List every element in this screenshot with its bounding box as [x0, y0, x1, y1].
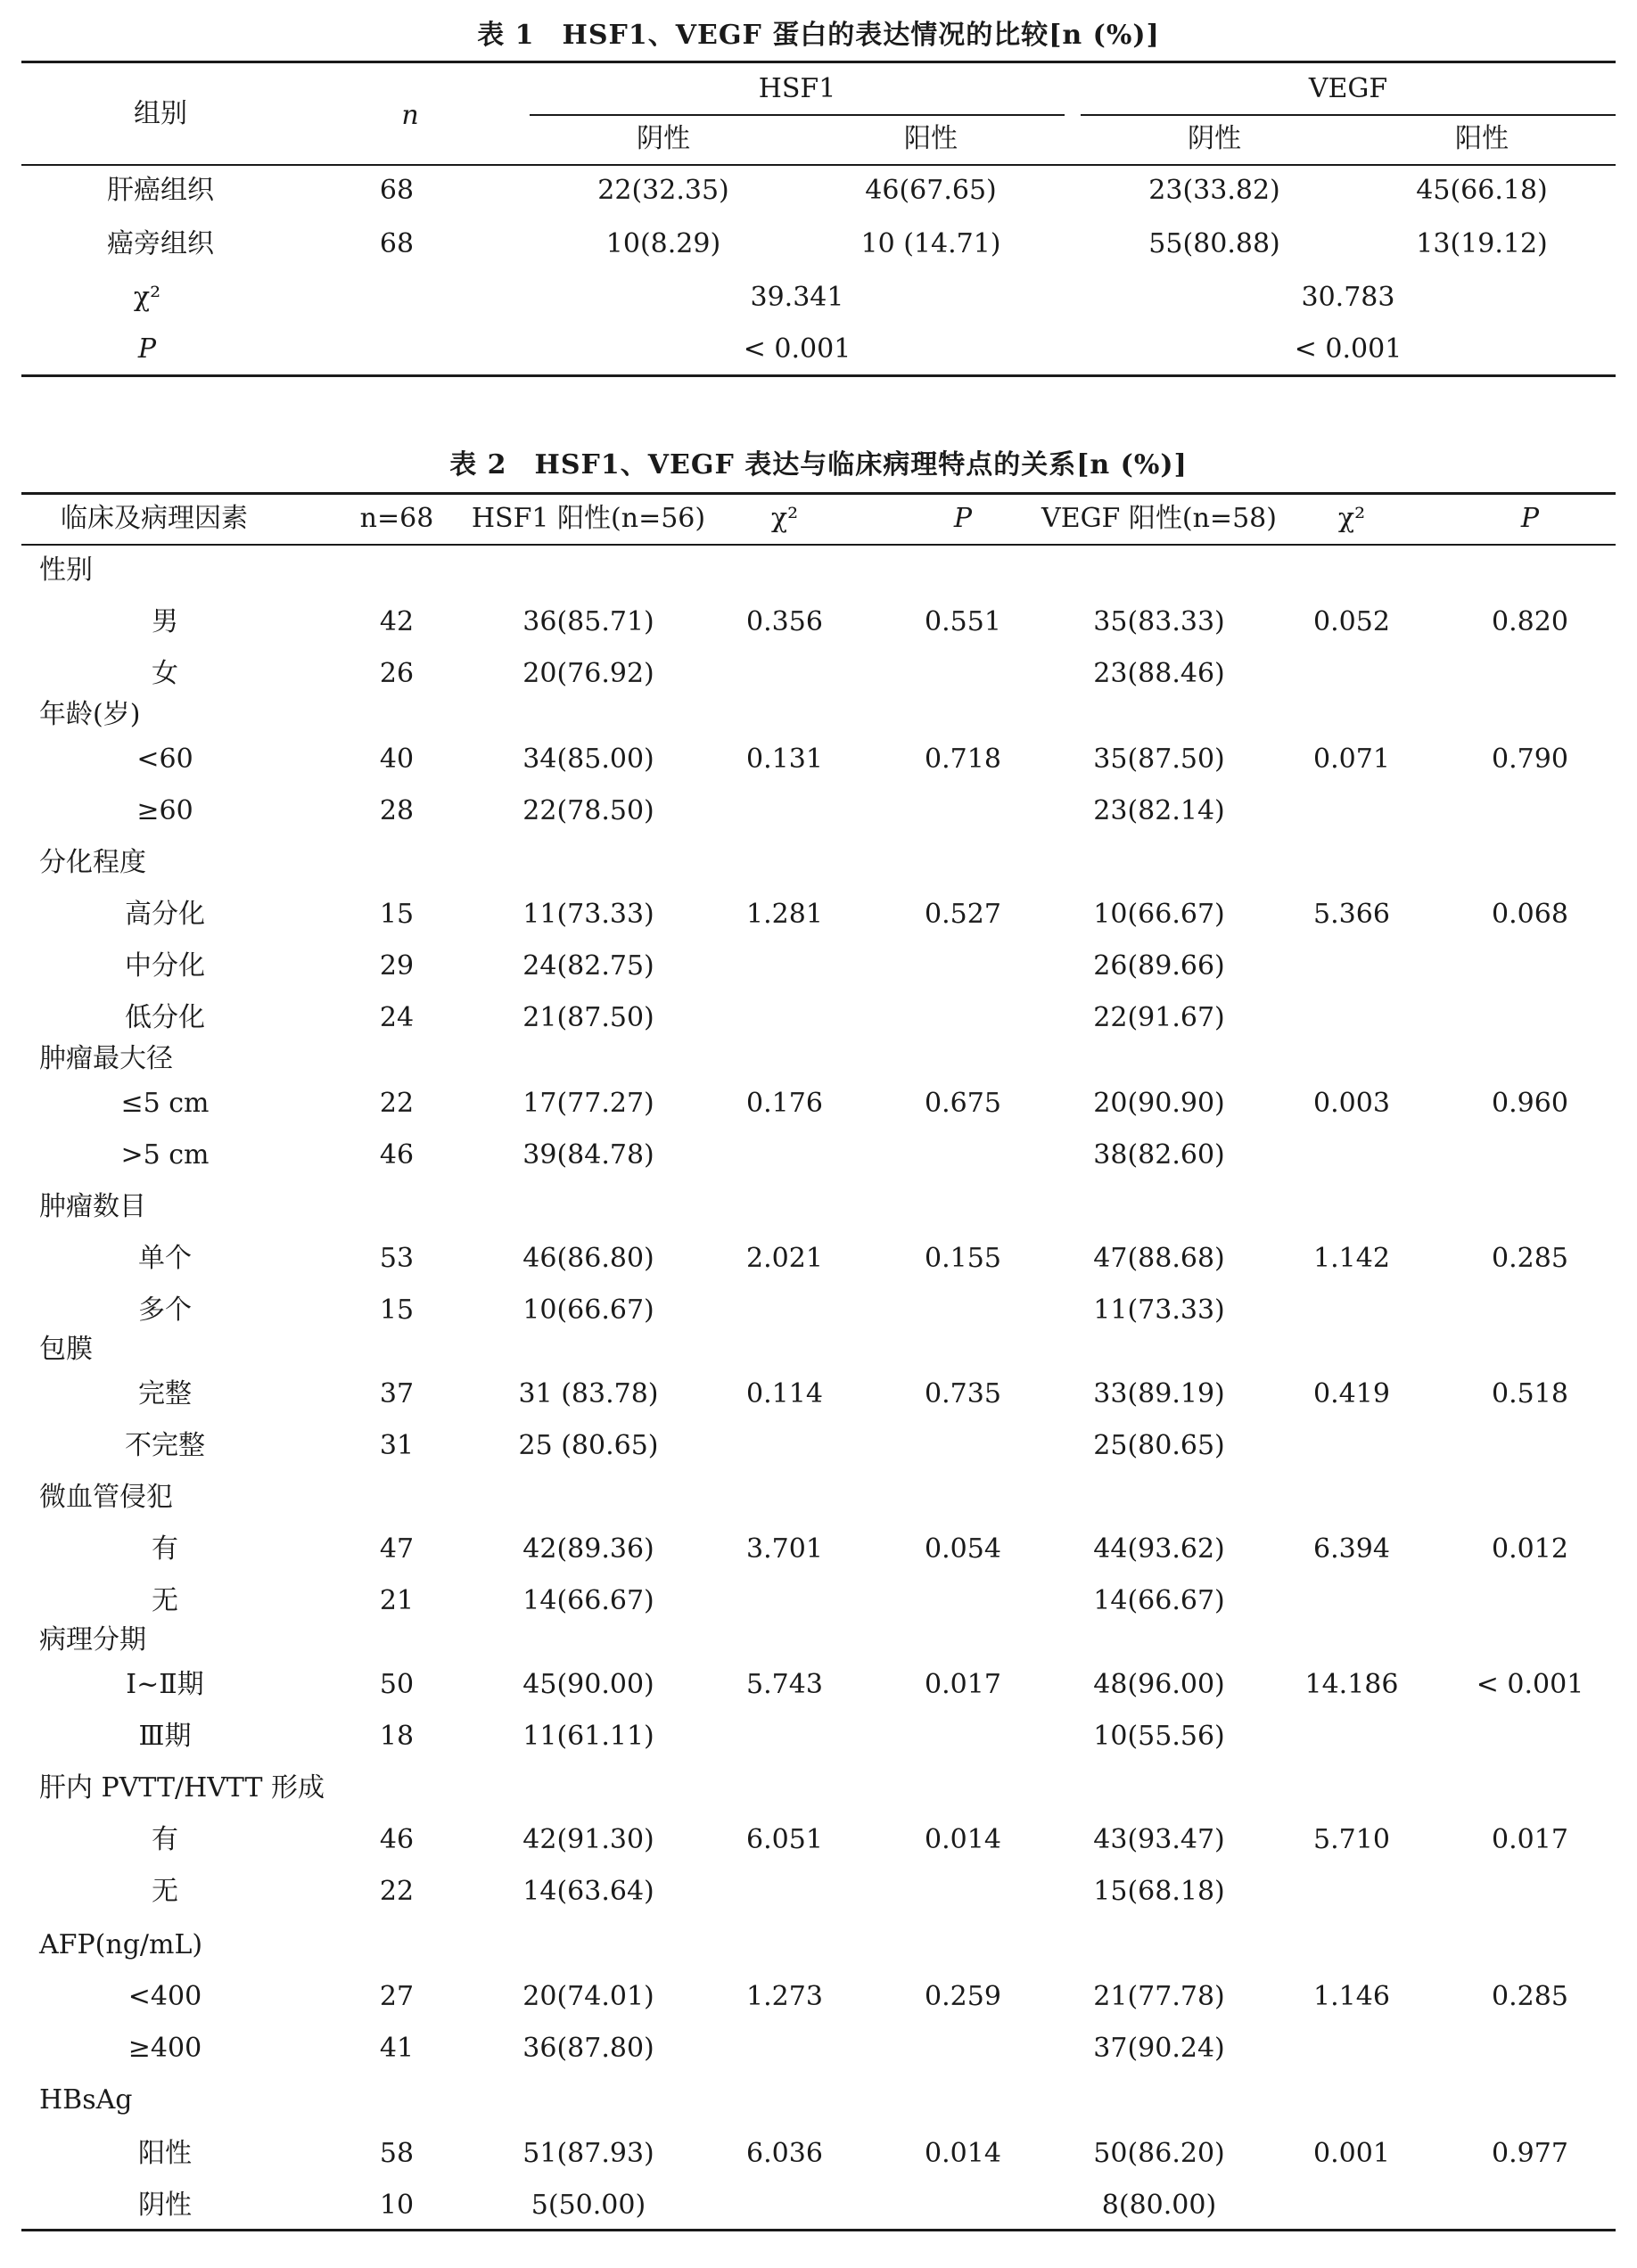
table2-cell-hsf1: 31 (83.78): [518, 1378, 659, 1409]
table2-header-hsf1: HSF1 阳性(n=56): [471, 503, 706, 534]
table2-row-label: 有: [152, 1533, 178, 1565]
table2-header-rule: [21, 544, 1616, 546]
table2-group-label: 肿瘤最大径: [39, 1043, 173, 1074]
table2-header-n: n=68: [359, 503, 434, 534]
table1-header-vegf: VEGF: [1308, 73, 1388, 104]
table2-cell-p1: 0.054: [925, 1533, 1001, 1565]
table1-row-vegf-neg: 23(33.82): [1148, 175, 1280, 206]
table2-cell-vegf: 43(93.47): [1093, 1824, 1225, 1855]
table2-cell-chi1: 0.131: [746, 744, 823, 775]
table2-group-label: 性别: [39, 555, 93, 586]
table2-group-label: AFP(ng/mL): [39, 1929, 203, 1960]
table2-row-label: 阴性: [138, 2190, 192, 2221]
table1-hsf1-span-rule: [530, 114, 1065, 116]
table2-cell-chi2: 6.394: [1313, 1533, 1390, 1565]
table2-cell-vegf: 48(96.00): [1093, 1669, 1225, 1700]
table2-cell-vegf: 8(80.00): [1101, 2190, 1217, 2221]
table2-cell-n: 27: [379, 1981, 415, 2012]
table1-header-group: 组别: [134, 98, 187, 129]
table2-row-label: <400: [128, 1981, 202, 2012]
table2-group-label: 年龄(岁): [39, 699, 141, 730]
table1-row-hsf1-pos: 46(67.65): [865, 175, 997, 206]
table2-row-label: 完整: [138, 1378, 192, 1409]
table2-row-label: ≥400: [128, 2033, 202, 2064]
table2-cell-chi1: 2.021: [746, 1243, 823, 1274]
table1-row-vegf-pos: 45(66.18): [1416, 175, 1548, 206]
table2-row-label: 单个: [138, 1243, 192, 1274]
table2-cell-n: 22: [379, 1088, 415, 1119]
table2-cell-chi2: 1.146: [1313, 1981, 1390, 2012]
table2-cell-p2: 0.977: [1492, 2138, 1568, 2169]
table2-cell-n: 10: [379, 2190, 415, 2221]
table1-bottom-rule: [21, 374, 1616, 377]
table2-cell-n: 37: [379, 1378, 415, 1409]
table2-bottom-rule: [21, 2229, 1616, 2231]
table2-cell-p1: 0.551: [925, 606, 1001, 637]
table2-cell-chi2: 0.071: [1313, 744, 1390, 775]
table2-cell-p1: 0.014: [925, 2138, 1001, 2169]
table2-group-label: HBsAg: [39, 2084, 133, 2116]
table2-row-label: <60: [136, 744, 193, 775]
table1-row-hsf1-neg: 10(8.29): [605, 228, 721, 259]
table2-cell-p1: 0.718: [925, 744, 1001, 775]
table2-row-label: Ⅲ期: [138, 1721, 192, 1752]
table1-header-vegf-neg: 阴性: [1188, 123, 1241, 154]
table2-cell-chi1: 1.281: [746, 899, 823, 930]
table2-cell-p1: 0.675: [925, 1088, 1001, 1119]
table2-row-label: 女: [152, 658, 178, 689]
table2-cell-n: 47: [379, 1533, 415, 1565]
table2-row-label: 高分化: [125, 899, 205, 930]
table2-cell-vegf: 25(80.65): [1093, 1430, 1225, 1461]
table2-cell-hsf1: 39(84.78): [522, 1139, 654, 1171]
table2-cell-hsf1: 36(87.80): [522, 2033, 654, 2064]
table2-cell-n: 46: [379, 1824, 415, 1855]
table2-cell-chi2: 5.710: [1313, 1824, 1390, 1855]
table2-cell-chi2: 1.142: [1313, 1243, 1390, 1274]
table2-cell-vegf: 11(73.33): [1093, 1294, 1225, 1326]
table2-cell-p1: 0.014: [925, 1824, 1001, 1855]
table2-cell-vegf: 10(66.67): [1093, 899, 1225, 930]
table2-cell-n: 24: [379, 1002, 415, 1033]
table2-cell-n: 31: [379, 1430, 415, 1461]
table2-cell-vegf: 50(86.20): [1093, 2138, 1225, 2169]
table2-top-rule: [21, 492, 1616, 495]
table2-cell-p1: 0.017: [925, 1669, 1001, 1700]
table2-cell-n: 26: [379, 658, 415, 689]
table2-row-label: 有: [152, 1824, 178, 1855]
table2-cell-n: 53: [379, 1243, 415, 1274]
table1-caption: 表 1 HSF1、VEGF 蛋白的表达情况的比较[n (%)]: [477, 20, 1160, 51]
table2-cell-hsf1: 42(89.36): [522, 1533, 654, 1565]
table2-cell-p1: 0.735: [925, 1378, 1001, 1409]
table2-cell-n: 21: [379, 1585, 415, 1616]
table1-chi-hsf1: 39.341: [750, 282, 844, 313]
table2-cell-hsf1: 11(73.33): [522, 899, 654, 930]
table1-chi-vegf: 30.783: [1301, 282, 1395, 313]
table2-cell-vegf: 22(91.67): [1093, 1002, 1225, 1033]
table2-cell-vegf: 10(55.56): [1093, 1721, 1225, 1752]
table2-cell-p2: 0.518: [1492, 1378, 1568, 1409]
table2-row-label: 阳性: [138, 2138, 192, 2169]
table1-p-label: P: [137, 333, 157, 365]
table2-row-label: 无: [152, 1876, 178, 1907]
table2-cell-n: 40: [379, 744, 415, 775]
table2-cell-hsf1: 22(78.50): [522, 795, 654, 826]
table2-cell-chi1: 3.701: [746, 1533, 823, 1565]
table2-cell-p1: 0.527: [925, 899, 1001, 930]
table2-header-factor: 临床及病理因素: [61, 503, 248, 534]
table2-cell-hsf1: 34(85.00): [522, 744, 654, 775]
table2-group-label: 微血管侵犯: [39, 1482, 173, 1513]
table1-row-vegf-pos: 13(19.12): [1416, 228, 1548, 259]
table2-cell-p2: 0.960: [1492, 1088, 1568, 1119]
table2-cell-hsf1: 24(82.75): [522, 950, 654, 982]
table1-header-hsf1-neg: 阴性: [637, 123, 690, 154]
table2-header-p2: P: [1520, 503, 1540, 534]
table1-row-n: 68: [379, 228, 415, 259]
table2-cell-n: 58: [379, 2138, 415, 2169]
table2-cell-vegf: 35(83.33): [1093, 606, 1225, 637]
table2-cell-vegf: 23(88.46): [1093, 658, 1225, 689]
table2-cell-n: 29: [379, 950, 415, 982]
table2-header-chi2: χ²: [1337, 503, 1366, 534]
table1-header-rule: [21, 164, 1616, 166]
table2-cell-chi2: 14.186: [1304, 1669, 1399, 1700]
table2-row-label: 不完整: [125, 1430, 205, 1461]
table2-row-label: 无: [152, 1585, 178, 1616]
table2-cell-p2: 0.012: [1492, 1533, 1568, 1565]
table2-row-label: ≥60: [136, 795, 193, 826]
table2-row-label: >5 cm: [120, 1139, 210, 1171]
table2-cell-hsf1: 17(77.27): [522, 1088, 654, 1119]
table2-cell-vegf: 21(77.78): [1093, 1981, 1225, 2012]
table1-header-hsf1-pos: 阳性: [904, 123, 958, 154]
table2-cell-p2: 0.017: [1492, 1824, 1568, 1855]
table2-cell-vegf: 47(88.68): [1093, 1243, 1225, 1274]
table2-cell-hsf1: 11(61.11): [522, 1721, 654, 1752]
table1-row-label: 肝癌组织: [107, 175, 214, 206]
table2-cell-hsf1: 10(66.67): [522, 1294, 654, 1326]
table1-header-hsf1: HSF1: [758, 73, 836, 104]
table2-cell-hsf1: 45(90.00): [522, 1669, 654, 1700]
table2-cell-p2: 0.790: [1492, 744, 1568, 775]
table2-cell-hsf1: 25 (80.65): [518, 1430, 659, 1461]
table2-cell-chi2: 0.419: [1313, 1378, 1390, 1409]
table1-row-label: 癌旁组织: [107, 228, 214, 259]
table2-group-label: 肝内 PVTT/HVTT 形成: [39, 1772, 325, 1804]
table2-cell-n: 15: [379, 899, 415, 930]
table2-cell-hsf1: 51(87.93): [522, 2138, 654, 2169]
table2-cell-vegf: 15(68.18): [1093, 1876, 1225, 1907]
table2-cell-hsf1: 20(76.92): [522, 658, 654, 689]
table2-cell-vegf: 26(89.66): [1093, 950, 1225, 982]
table2-group-label: 分化程度: [39, 847, 146, 878]
table2-cell-chi2: 5.366: [1313, 899, 1390, 930]
table2-cell-n: 42: [379, 606, 415, 637]
table2-cell-hsf1: 14(63.64): [522, 1876, 654, 1907]
table2-cell-vegf: 38(82.60): [1093, 1139, 1225, 1171]
table2-cell-chi2: 0.001: [1313, 2138, 1390, 2169]
table2-cell-chi1: 5.743: [746, 1669, 823, 1700]
table2-cell-vegf: 35(87.50): [1093, 744, 1225, 775]
table1-top-rule: [21, 61, 1616, 63]
table2-cell-p1: 0.259: [925, 1981, 1001, 2012]
table1-vegf-span-rule: [1081, 114, 1616, 116]
table2-cell-chi1: 0.176: [746, 1088, 823, 1119]
table1-row-hsf1-neg: 22(32.35): [597, 175, 729, 206]
table2-cell-vegf: 20(90.90): [1093, 1088, 1225, 1119]
table2-cell-hsf1: 21(87.50): [522, 1002, 654, 1033]
table2-row-label: 中分化: [125, 950, 205, 982]
table2-cell-hsf1: 46(86.80): [522, 1243, 654, 1274]
table1-row-n: 68: [379, 175, 415, 206]
table2-cell-p2: < 0.001: [1476, 1669, 1584, 1700]
table1-header-vegf-pos: 阳性: [1455, 123, 1509, 154]
table2-cell-hsf1: 42(91.30): [522, 1824, 654, 1855]
table2-cell-chi1: 6.051: [746, 1824, 823, 1855]
table2-cell-vegf: 44(93.62): [1093, 1533, 1225, 1565]
table2-cell-p2: 0.068: [1492, 899, 1568, 930]
table2-cell-chi2: 0.052: [1313, 606, 1390, 637]
table2-cell-n: 15: [379, 1294, 415, 1326]
table2-cell-n: 41: [379, 2033, 415, 2064]
table2-cell-hsf1: 20(74.01): [522, 1981, 654, 2012]
table2-cell-n: 50: [379, 1669, 415, 1700]
table2-header-p1: P: [953, 503, 973, 534]
table2-cell-n: 18: [379, 1721, 415, 1752]
table2-cell-n: 46: [379, 1139, 415, 1171]
table1-chi-label: χ²: [133, 282, 161, 313]
table2-cell-p2: 0.285: [1492, 1981, 1568, 2012]
table2-cell-n: 28: [379, 795, 415, 826]
table2-cell-chi1: 1.273: [746, 1981, 823, 2012]
table2-cell-vegf: 23(82.14): [1093, 795, 1225, 826]
table2-cell-p1: 0.155: [925, 1243, 1001, 1274]
table1-row-vegf-neg: 55(80.88): [1148, 228, 1280, 259]
table1-p-hsf1: < 0.001: [743, 333, 851, 365]
table2-cell-n: 22: [379, 1876, 415, 1907]
table2-row-label: 低分化: [125, 1002, 205, 1033]
table2-cell-vegf: 14(66.67): [1093, 1585, 1225, 1616]
table2-cell-chi1: 0.114: [746, 1378, 823, 1409]
table2-cell-hsf1: 14(66.67): [522, 1585, 654, 1616]
table2-group-label: 病理分期: [39, 1624, 146, 1656]
table2-cell-p2: 0.285: [1492, 1243, 1568, 1274]
table2-cell-p2: 0.820: [1492, 606, 1568, 637]
table2-cell-chi2: 0.003: [1313, 1088, 1390, 1119]
table2-cell-chi1: 0.356: [746, 606, 823, 637]
table2-cell-vegf: 33(89.19): [1093, 1378, 1225, 1409]
table2-group-label: 肿瘤数目: [39, 1191, 146, 1222]
table2-cell-hsf1: 36(85.71): [522, 606, 654, 637]
table2-row-label: 男: [152, 606, 178, 637]
table1-header-n: n: [401, 100, 419, 131]
table1-row-hsf1-pos: 10 (14.71): [860, 228, 1001, 259]
table1-p-vegf: < 0.001: [1294, 333, 1403, 365]
table2-header-vegf: VEGF 阳性(n=58): [1041, 503, 1277, 534]
table2-caption: 表 2 HSF1、VEGF 表达与临床病理特点的关系[n (%)]: [449, 449, 1188, 481]
table2-row-label: 多个: [138, 1294, 192, 1326]
table2-row-label: ≤5 cm: [120, 1088, 210, 1119]
table2-cell-chi1: 6.036: [746, 2138, 823, 2169]
table2-cell-vegf: 37(90.24): [1093, 2033, 1225, 2064]
table2-header-chi1: χ²: [770, 503, 799, 534]
table2-row-label: Ⅰ~Ⅱ期: [126, 1669, 204, 1700]
table2-cell-hsf1: 5(50.00): [531, 2190, 646, 2221]
table2-group-label: 包膜: [39, 1334, 93, 1365]
